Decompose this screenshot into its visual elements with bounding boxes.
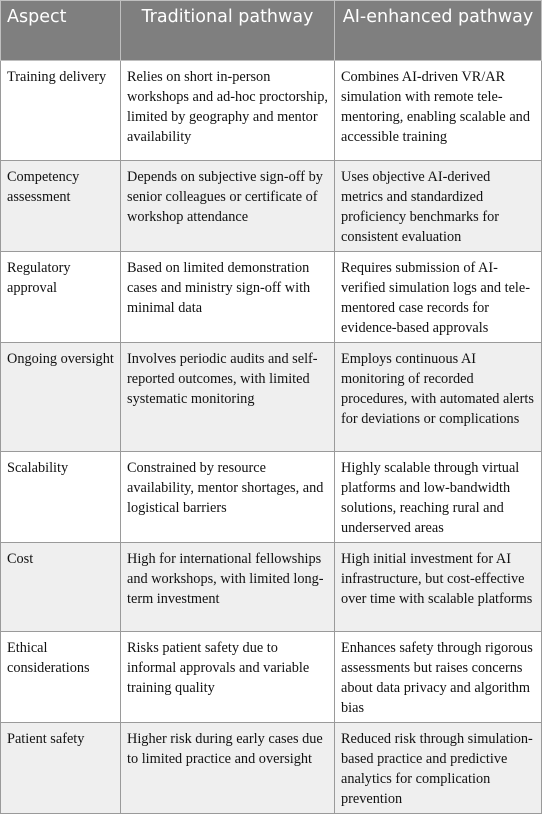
traditional-cell: Risks patient safety due to informal approvals and variable training quality bbox=[121, 632, 335, 723]
traditional-cell: Involves periodic audits and self-reported outcomes, with limited systematic monitoring bbox=[121, 343, 335, 452]
traditional-cell: Constrained by resource availability, mentor shortages, and logistical barriers bbox=[121, 452, 335, 543]
table-row bbox=[1, 252, 542, 343]
table-row bbox=[1, 723, 542, 814]
ai-cell: Employs continuous AI monitoring of recorded procedures, with automated alerts for deviations or complications bbox=[335, 343, 542, 452]
aspect-cell: Ongoing oversight bbox=[1, 343, 121, 452]
table-row bbox=[1, 543, 542, 632]
table-row bbox=[1, 161, 542, 252]
ai-cell: Enhances safety through rigorous assessments but raises concerns about data privacy and algorithm bias bbox=[335, 632, 542, 723]
table-row bbox=[1, 343, 542, 452]
ai-cell: Requires submission of AI-verified simulation logs and tele-mentored case records for evidence-based approvals bbox=[335, 252, 542, 343]
table-header bbox=[1, 1, 542, 61]
ai-cell: Uses objective AI-derived metrics and standardized proficiency benchmarks for consistent evaluation bbox=[335, 161, 542, 252]
traditional-cell: High for international fellowships and workshops, with limited long-term investment bbox=[121, 543, 335, 632]
aspect-cell: Training delivery bbox=[1, 61, 121, 161]
aspect-cell: Regulatory approval bbox=[1, 252, 121, 343]
aspect-cell: Patient safety bbox=[1, 723, 121, 814]
table-row bbox=[1, 452, 542, 543]
table-body bbox=[1, 61, 542, 814]
aspect-cell: Cost bbox=[1, 543, 121, 632]
ai-cell: Reduced risk through simulation-based practice and predictive analytics for complication prevention bbox=[335, 723, 542, 814]
ai-cell: High initial investment for AI infrastructure, but cost-effective over time with scalable platforms bbox=[335, 543, 542, 632]
aspect-cell: Scalability bbox=[1, 452, 121, 543]
traditional-cell: Depends on subjective sign-off by senior colleagues or certificate of workshop attendance bbox=[121, 161, 335, 252]
aspect-cell: Competency assessment bbox=[1, 161, 121, 252]
table-row bbox=[1, 632, 542, 723]
aspect-cell: Ethical considerations bbox=[1, 632, 121, 723]
traditional-cell: Based on limited demonstration cases and ministry sign-off with minimal data bbox=[121, 252, 335, 343]
header-row bbox=[1, 1, 542, 61]
table-row bbox=[1, 61, 542, 161]
header-ai-enhanced-pathway: AI-enhanced pathway bbox=[335, 1, 542, 61]
header-aspect: Aspect bbox=[1, 1, 121, 61]
traditional-cell: Higher risk during early cases due to limited practice and oversight bbox=[121, 723, 335, 814]
header-traditional-pathway: Traditional pathway bbox=[121, 1, 335, 61]
ai-cell: Highly scalable through virtual platforms and low-bandwidth solutions, reaching rural and underserved areas bbox=[335, 452, 542, 543]
ai-cell: Combines AI-driven VR/AR simulation with remote tele-mentoring, enabling scalable and accessible training bbox=[335, 61, 542, 161]
traditional-cell: Relies on short in-person workshops and ad-hoc proctorship, limited by geography and mentor availability bbox=[121, 61, 335, 161]
